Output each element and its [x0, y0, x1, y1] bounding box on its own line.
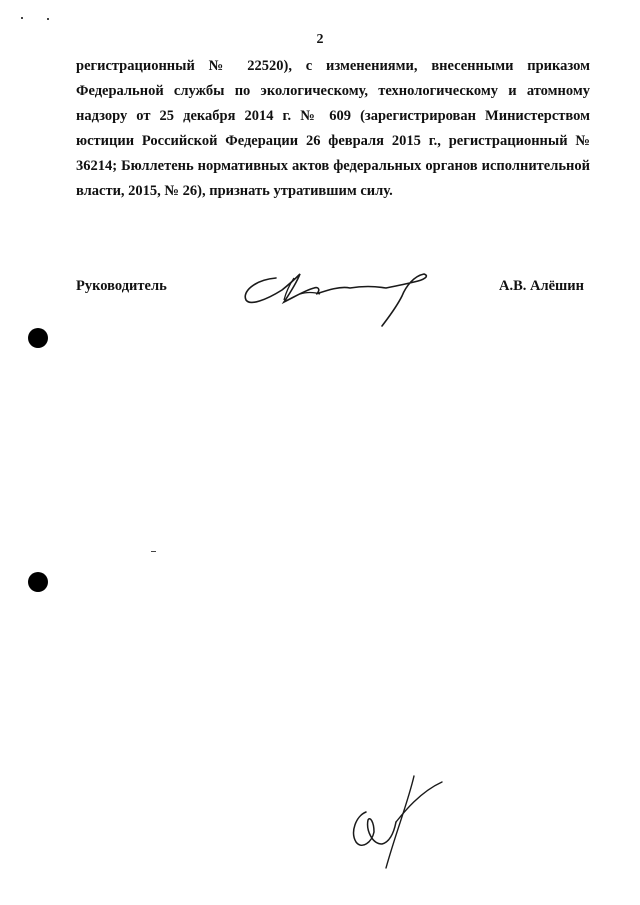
handwritten-initials [338, 772, 448, 872]
punch-hole-top [28, 328, 48, 348]
signer-name: А.В. Алёшин [498, 278, 584, 294]
document-paragraph: регистрационный № 22520), с изменениями, внесенными приказом Федеральной службы по экологическому, технологическому и атомному надзору от 25 декабря 2014 г. № 609 (зарегистрирован Министерством юстиции Российской Федерации 26 февраля 2015 г., регистрационный № 36214; Бюллетень нормативных актов федеральных органов исполнительной власти, 2015, № 26), признать утратившим силу. [76, 58, 590, 199]
punch-hole-bottom [28, 572, 48, 592]
scan-speck [151, 551, 156, 552]
scan-speck [21, 17, 23, 19]
page-number: 2 [316, 32, 324, 47]
scan-speck [47, 18, 49, 20]
signer-role: Руководитель [76, 278, 167, 294]
handwritten-signature [236, 256, 436, 336]
